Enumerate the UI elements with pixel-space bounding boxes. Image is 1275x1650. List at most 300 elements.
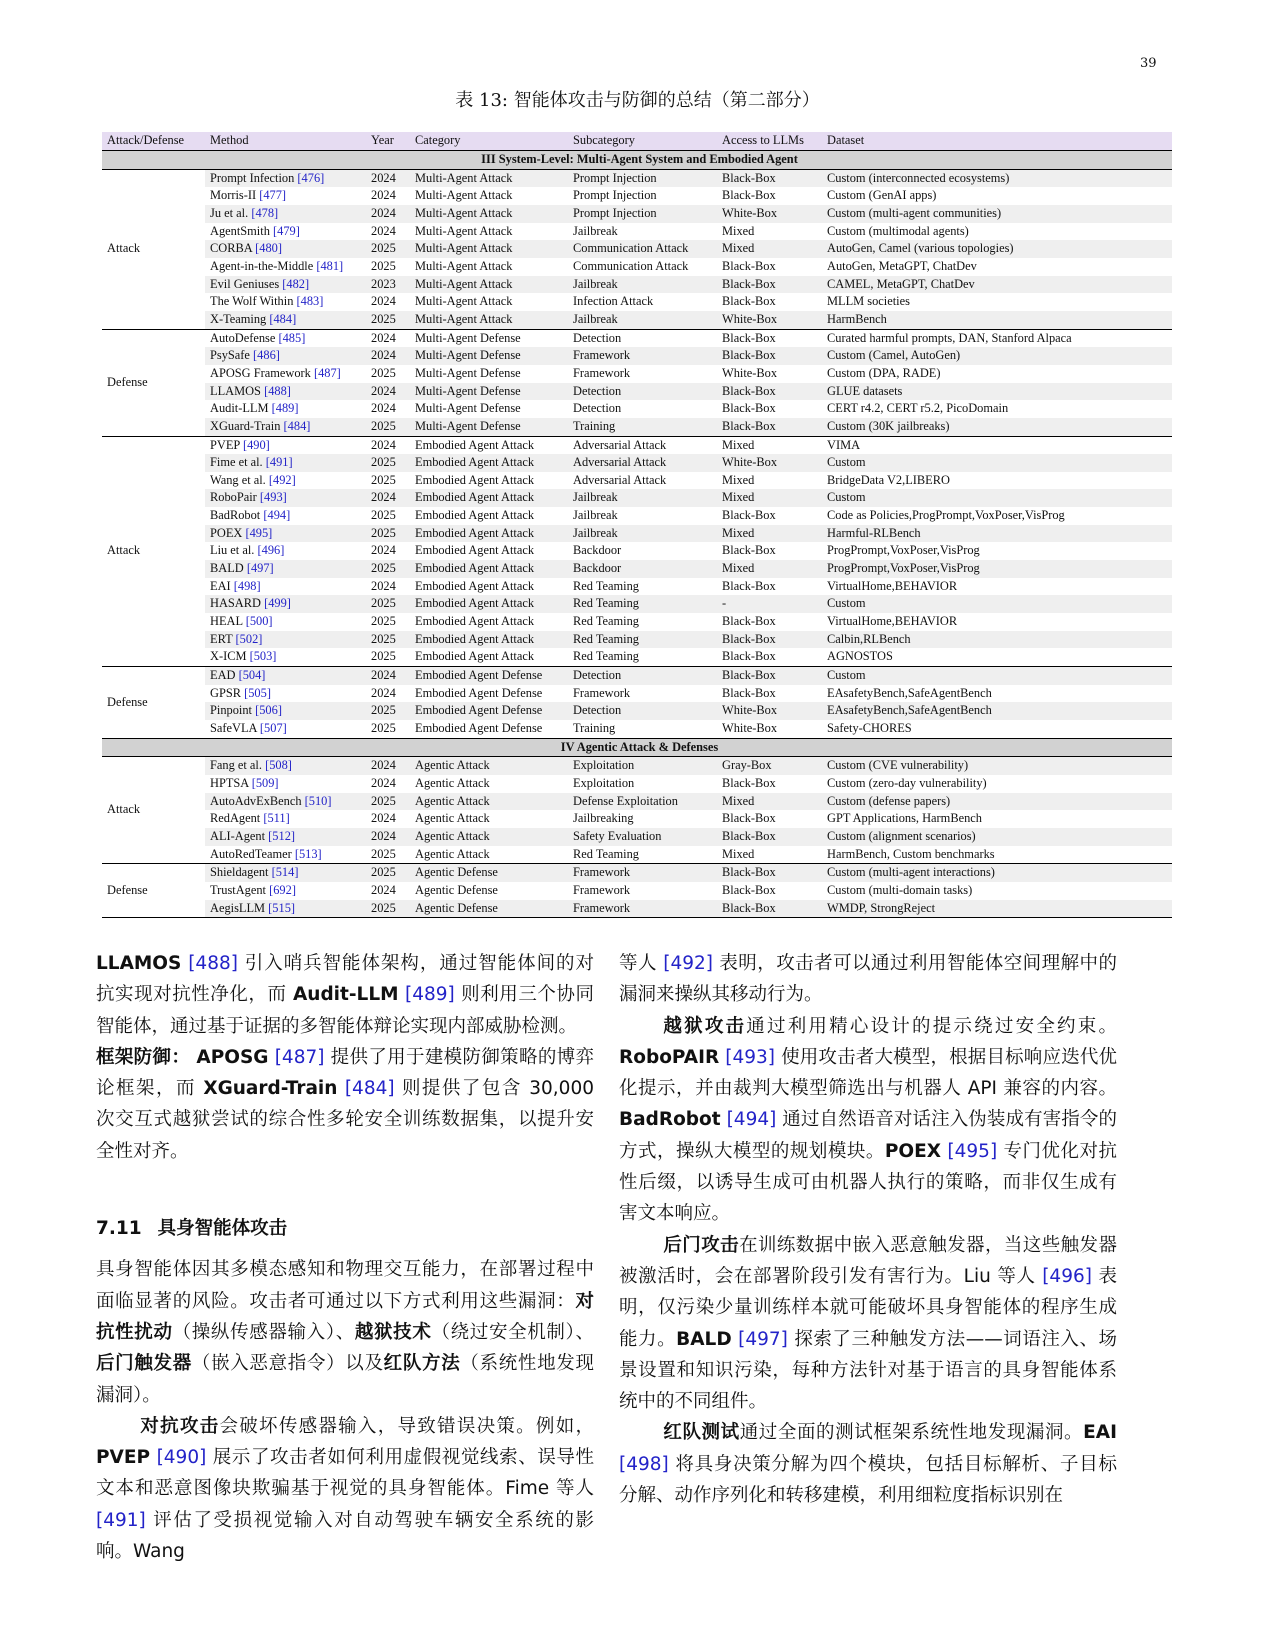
subcategory-cell: Prompt Injection	[568, 169, 717, 187]
citation-link[interactable]: [484]	[283, 418, 311, 433]
year-cell: 2025	[366, 525, 410, 543]
table-row	[102, 613, 1172, 631]
table-row	[102, 489, 1172, 507]
access-cell: Black-Box	[717, 329, 822, 347]
header-subcategory: Subcategory	[568, 132, 717, 151]
bold-term: PVEP	[96, 1447, 151, 1469]
category-cell: Embodied Agent Defense	[410, 667, 568, 685]
subcategory-cell: Jailbreak	[568, 525, 717, 543]
dataset-cell: Custom (multi-domain tasks)	[827, 882, 973, 897]
method-cell	[205, 472, 366, 490]
subcategory-cell: Adversarial Attack	[568, 436, 717, 454]
bold-term: POEX	[884, 1140, 942, 1162]
year-cell: 2025	[371, 508, 396, 523]
year-cell: 2025	[366, 900, 410, 918]
citation-link[interactable]: [486]	[253, 348, 280, 363]
year-cell: 2024	[371, 294, 396, 309]
bold-term: 越狱攻击	[663, 1015, 747, 1037]
access-cell: Mixed	[717, 793, 822, 811]
subcategory-cell: Jailbreak	[568, 276, 717, 294]
method-name: AegisLLM	[210, 900, 266, 915]
method-cell	[205, 311, 366, 329]
category-cell: Embodied Agent Attack	[410, 525, 568, 543]
citation-link[interactable]: [493]	[259, 490, 287, 505]
dataset-cell: GPT Applications, HarmBench	[827, 811, 982, 826]
citation-link[interactable]: [490]	[156, 1447, 207, 1469]
citation-link[interactable]: [489]	[404, 984, 455, 1006]
citation-link[interactable]: [510]	[304, 793, 332, 808]
table-row	[102, 276, 1172, 294]
subcategory-cell: Jailbreak	[568, 311, 717, 329]
bold-term: 框架防御：	[96, 1046, 191, 1068]
method-name: The Wolf Within	[210, 294, 294, 309]
bold-term: APOSG	[196, 1046, 269, 1068]
paragraph-llamos	[96, 948, 594, 1042]
citation-link[interactable]: [496]	[257, 543, 285, 558]
group-label: Attack	[102, 169, 205, 329]
header-year: Year	[366, 132, 410, 151]
table-row	[102, 846, 1172, 864]
dataset-cell: Code as Policies,ProgPrompt,VoxPoser,VisProg	[827, 508, 1065, 523]
citation-link[interactable]: [500]	[245, 614, 273, 629]
year-cell: 2025	[366, 631, 410, 649]
table-row	[102, 258, 1172, 276]
group-label: Defense	[102, 864, 205, 918]
method-cell	[205, 900, 366, 918]
category-cell: Multi-Agent Defense	[415, 401, 521, 416]
method-name: ALI-Agent	[210, 828, 266, 843]
subcategory-cell: Exploitation	[568, 757, 717, 775]
subcategory-cell: Defense Exploitation	[568, 793, 717, 811]
citation-link[interactable]: [493]	[725, 1046, 776, 1068]
table-row	[102, 329, 1172, 347]
text-run	[337, 1078, 344, 1099]
category-cell: Embodied Agent Defense	[415, 721, 543, 735]
citation-link[interactable]: [484]	[269, 311, 297, 326]
section-title: 具身智能体攻击	[157, 1218, 288, 1240]
page-number: 39	[1140, 56, 1157, 71]
year-cell: 2024	[371, 578, 396, 593]
citation-link[interactable]: [498]	[619, 1453, 669, 1475]
subcategory-cell: Framework	[573, 365, 631, 380]
citation-link[interactable]: [494]	[263, 508, 291, 523]
group-label: Defense	[102, 329, 205, 436]
subcategory-cell: Red Teaming	[568, 595, 717, 613]
access-cell: Black-Box	[722, 882, 776, 897]
text-run: 会破坏传感器输入，导致错误决策。例如，	[219, 1415, 594, 1437]
group-label: Attack	[102, 757, 205, 864]
bold-term: 红队测试	[663, 1422, 740, 1444]
category-cell: Multi-Agent Attack	[410, 311, 568, 329]
year-cell: 2024	[366, 489, 410, 507]
method-cell	[205, 418, 366, 436]
citation-link[interactable]: [481]	[316, 258, 344, 273]
subcategory-cell: Prompt Injection	[568, 205, 717, 223]
method-name: X-ICM	[210, 649, 247, 664]
method-cell	[205, 489, 366, 507]
citation-link[interactable]: [476]	[297, 170, 325, 185]
paragraph-embodied-intro	[96, 1254, 594, 1410]
citation-link[interactable]: [492]	[663, 953, 714, 974]
dataset-cell: Custom (alignment scenarios)	[822, 828, 1172, 846]
access-cell: White-Box	[722, 365, 778, 380]
method-cell	[205, 667, 366, 685]
table-row	[102, 400, 1172, 418]
citation-link[interactable]: [496]	[1042, 1265, 1092, 1287]
text-run: 提供了用于建模防御策略的博弈论框架，而	[96, 1046, 594, 1100]
access-cell: Black-Box	[722, 508, 776, 523]
citation-link[interactable]: [488]	[264, 383, 291, 398]
citation-link[interactable]: [495]	[245, 525, 273, 540]
category-cell: Agentic Attack	[415, 846, 490, 861]
citation-link[interactable]: [482]	[282, 276, 310, 291]
dataset-cell: Custom (Camel, AutoGen)	[822, 347, 1172, 365]
method-name: AgentSmith	[210, 223, 270, 238]
method-name: PVEP	[210, 437, 240, 452]
dataset-cell: Custom (defense papers)	[822, 793, 1172, 811]
method-cell	[205, 400, 366, 418]
method-name: X-Teaming	[210, 311, 267, 326]
citation-link[interactable]: [479]	[273, 223, 300, 238]
category-cell: Embodied Agent Attack	[415, 578, 535, 593]
category-cell: Agentic Defense	[410, 900, 568, 918]
citation-link[interactable]: [487]	[274, 1046, 325, 1068]
citation-link[interactable]: [492]	[268, 472, 296, 487]
year-cell: 2024	[366, 205, 410, 223]
section-heading	[96, 1213, 594, 1244]
bold-term: 红队方法	[383, 1353, 461, 1375]
table-row	[102, 882, 1172, 900]
header-method: Method	[205, 132, 366, 151]
dataset-cell: Custom (GenAI apps)	[827, 188, 937, 203]
access-cell: Gray-Box	[717, 757, 822, 775]
access-cell: Mixed	[717, 525, 822, 543]
access-cell: Black-Box	[717, 383, 822, 401]
method-name: Fime et al.	[210, 455, 263, 470]
citation-link[interactable]: [514]	[271, 865, 299, 880]
table-row	[102, 828, 1172, 846]
year-cell: 2024	[371, 811, 396, 826]
category-cell: Embodied Agent Defense	[410, 702, 568, 720]
right-column	[619, 948, 1117, 1511]
dataset-cell: ProgPrompt,VoxPoser,VisProg	[822, 560, 1172, 578]
method-name: Evil Geniuses	[210, 276, 280, 291]
table-row	[102, 293, 1172, 311]
citation-link[interactable]: [494]	[726, 1109, 777, 1131]
header-access: Access to LLMs	[717, 132, 822, 151]
subcategory-cell: Jailbreaking	[573, 811, 634, 826]
subcategory-cell: Framework	[568, 900, 717, 918]
citation-link[interactable]: [480]	[255, 241, 282, 256]
header-category: Category	[410, 132, 568, 151]
subcategory-cell: Communication Attack	[573, 258, 689, 273]
method-name: Liu et al.	[210, 543, 255, 558]
table-row	[102, 648, 1172, 666]
citation-link[interactable]: [490]	[242, 437, 270, 452]
section-number: 7.11	[96, 1218, 142, 1240]
category-cell: Embodied Agent Attack	[410, 454, 568, 472]
subcategory-cell: Jailbreak	[573, 223, 618, 238]
subcategory-cell: Detection	[568, 702, 717, 720]
method-cell	[205, 205, 366, 223]
year-cell: 2025	[366, 454, 410, 472]
category-cell: Agentic Defense	[410, 864, 568, 882]
table-row	[102, 365, 1172, 383]
citation-link[interactable]: [491]	[265, 455, 293, 470]
bold-term: 对抗攻击	[140, 1415, 220, 1437]
group-label: Attack	[102, 436, 205, 667]
text-run: 专门优化对抗性后缀，以诱导生成可由机器人执行的策略，而非仅生成有害文本响应。	[619, 1140, 1117, 1225]
text-run: （绕过安全机制）、	[431, 1321, 594, 1343]
access-cell: Black-Box	[717, 418, 822, 436]
text-run: （操纵传感器输入）、	[172, 1321, 355, 1343]
access-cell: Black-Box	[717, 347, 822, 365]
table-row	[102, 793, 1172, 811]
method-name: HEAL	[210, 614, 243, 629]
table-row	[102, 775, 1172, 793]
method-name: LLAMOS	[210, 383, 261, 398]
table-row	[102, 900, 1172, 918]
year-cell: 2023	[366, 276, 410, 294]
year-cell: 2025	[371, 721, 396, 735]
method-name: CORBA	[210, 241, 253, 256]
header-attack-defense: Attack/Defense	[102, 132, 205, 151]
text-run: 在训练数据中嵌入恶意触发器，当这些触发器被激活时，会在部署阶段引发有害行为。Liu 等人	[619, 1234, 1117, 1287]
category-cell: Multi-Agent Attack	[415, 294, 513, 309]
method-cell	[205, 258, 366, 276]
method-name: PsySafe	[210, 348, 250, 363]
dataset-cell: ProgPrompt,VoxPoser,VisProg	[827, 543, 980, 558]
dataset-cell: HarmBench, Custom benchmarks	[827, 846, 995, 861]
dataset-cell: Custom (interconnected ecosystems)	[822, 169, 1172, 187]
citation-link[interactable]: [692]	[269, 882, 296, 897]
text-run: 等人	[619, 953, 664, 974]
category-cell: Multi-Agent Attack	[415, 258, 513, 273]
table-row	[102, 383, 1172, 401]
method-cell	[205, 864, 366, 882]
table-row	[102, 542, 1172, 560]
method-name: Fang et al.	[210, 758, 262, 773]
method-name: EAD	[210, 668, 236, 683]
year-cell: 2024	[366, 329, 410, 347]
category-cell: Embodied Agent Attack	[410, 436, 568, 454]
bold-term: RoboPAIR	[619, 1046, 720, 1068]
text-run: 使用攻击者大模型，根据目标响应迭代优化提示，并由裁判大模型筛选出与机器人 API 兼容的内容。	[619, 1046, 1117, 1100]
text-run: 探索了三种触发方法——词语注入、场景设置和知识污染，每种方法针对基于语言的具身智能体系统中的不同组件。	[619, 1328, 1117, 1413]
method-cell	[205, 560, 366, 578]
access-cell: Mixed	[717, 489, 822, 507]
citation-link[interactable]: [497]	[246, 561, 274, 576]
subcategory-cell: Red Teaming	[573, 614, 640, 629]
citation-link[interactable]: [515]	[268, 900, 296, 915]
access-cell: White-Box	[722, 721, 778, 735]
table-row	[102, 720, 1172, 738]
subcategory-cell: Communication Attack	[568, 240, 717, 258]
method-cell	[205, 702, 366, 720]
subcategory-cell: Infection Attack	[573, 294, 654, 309]
table-row	[102, 702, 1172, 720]
dataset-cell: Curated harmful prompts, DAN, Stanford Alpaca	[822, 329, 1172, 347]
dataset-cell: Custom (DPA, RADE)	[827, 365, 941, 380]
citation-link[interactable]: [488]	[188, 953, 238, 974]
access-cell: Black-Box	[722, 258, 776, 273]
year-cell: 2025	[366, 702, 410, 720]
table-row	[102, 578, 1172, 596]
method-cell	[205, 882, 366, 900]
text-run: 具身智能体因其多模态感知和物理交互能力，在部署过程中面临显著的风险。攻击者可通过以下方式利用这些漏洞：	[96, 1259, 594, 1312]
access-cell: Black-Box	[717, 828, 822, 846]
table-row	[102, 436, 1172, 454]
category-cell: Multi-Agent Defense	[410, 418, 568, 436]
method-cell	[205, 187, 366, 205]
citation-link[interactable]: [485]	[278, 330, 306, 345]
dataset-cell: MLLM societies	[827, 294, 910, 309]
citation-link[interactable]: [483]	[296, 294, 324, 309]
method-cell	[205, 793, 366, 811]
year-cell: 2025	[371, 614, 396, 629]
table-caption: 表 13: 智能体攻击与防御的总结（第二部分）	[455, 90, 820, 111]
paragraph-framework-defense	[96, 1042, 594, 1167]
year-cell: 2025	[366, 311, 410, 329]
method-name: SafeVLA	[210, 721, 257, 735]
category-cell: Embodied Agent Attack	[410, 560, 568, 578]
citation-link[interactable]: [495]	[947, 1140, 998, 1162]
dataset-cell: BridgeData V2,LIBERO	[827, 472, 950, 487]
access-cell: Black-Box	[722, 775, 776, 790]
citation-link[interactable]: [512]	[268, 828, 296, 843]
subcategory-cell: Training	[573, 721, 616, 735]
method-cell	[205, 828, 366, 846]
citation-link[interactable]: [502]	[235, 631, 263, 646]
method-cell	[205, 846, 366, 864]
year-cell: 2024	[366, 828, 410, 846]
subcategory-cell: Prompt Injection	[573, 188, 657, 203]
citation-link[interactable]: [505]	[244, 685, 271, 700]
access-cell: Black-Box	[717, 667, 822, 685]
citation-link[interactable]: [484]	[344, 1078, 395, 1100]
table-header	[102, 132, 1172, 151]
method-cell	[205, 648, 366, 666]
citation-link[interactable]: [513]	[294, 846, 322, 861]
access-cell: White-Box	[717, 454, 822, 472]
year-cell: 2024	[366, 436, 410, 454]
dataset-cell: GLUE datasets	[822, 383, 1172, 401]
category-cell: Embodied Agent Attack	[415, 614, 535, 629]
citation-link[interactable]: [489]	[271, 401, 299, 416]
method-name: Morris-II	[210, 188, 257, 203]
dataset-cell: Harmful-RLBench	[822, 525, 1172, 543]
method-cell	[205, 383, 366, 401]
dataset-cell: Custom (multi-agent communities)	[822, 205, 1172, 223]
text-run: 通过全面的测试框架系统性地发现漏洞。	[739, 1422, 1084, 1444]
method-cell	[205, 223, 366, 241]
citation-link[interactable]: [497]	[738, 1328, 788, 1350]
text-run: 评估了受损视觉输入对自动驾驶车辆安全系统的影响。Wang	[96, 1509, 594, 1563]
text-run: 展示了攻击者如何利用虚假视觉线索、误导性文本和恶意图像块欺骗基于视觉的具身智能体。Fime 等人	[96, 1447, 594, 1500]
method-name: AutoAdvExBench	[210, 793, 302, 808]
method-cell	[205, 329, 366, 347]
year-cell: 2025	[371, 365, 396, 380]
method-name: HPTSA	[210, 775, 249, 790]
table-row	[102, 347, 1172, 365]
citation-link[interactable]: [478]	[251, 205, 279, 220]
access-cell: Mixed	[722, 846, 755, 861]
year-cell: 2024	[366, 383, 410, 401]
dataset-cell: VirtualHome,BEHAVIOR	[827, 578, 958, 593]
access-cell: Mixed	[722, 223, 755, 238]
table-row	[102, 864, 1172, 882]
access-cell: -	[717, 595, 822, 613]
access-cell: Black-Box	[717, 631, 822, 649]
citation-link[interactable]: [491]	[96, 1509, 146, 1531]
citation-link[interactable]: [507]	[259, 721, 287, 735]
category-cell: Embodied Agent Attack	[415, 543, 535, 558]
access-cell: White-Box	[717, 205, 822, 223]
access-cell: Mixed	[717, 560, 822, 578]
citation-link[interactable]: [487]	[313, 365, 341, 380]
method-name: Audit-LLM	[210, 401, 269, 416]
method-name: Pinpoint	[210, 703, 252, 718]
method-name: RedAgent	[210, 811, 261, 826]
method-name: XGuard-Train	[210, 418, 281, 433]
citation-link[interactable]: [504]	[238, 668, 266, 683]
summary-table-wrapper	[102, 132, 1172, 918]
category-cell: Embodied Agent Attack	[415, 649, 535, 664]
year-cell: 2025	[366, 240, 410, 258]
year-cell: 2025	[366, 560, 410, 578]
subcategory-cell: Safety Evaluation	[568, 828, 717, 846]
category-cell: Embodied Agent Attack	[415, 508, 535, 523]
paragraph-backdoor-attack	[619, 1230, 1117, 1418]
dataset-cell: HarmBench	[822, 311, 1172, 329]
year-cell: 2024	[371, 685, 396, 700]
table-row	[102, 560, 1172, 578]
table-row	[102, 240, 1172, 258]
subcategory-cell: Adversarial Attack	[568, 454, 717, 472]
subcategory-cell: Exploitation	[573, 775, 635, 790]
citation-link[interactable]: [503]	[249, 649, 277, 664]
year-cell: 2025	[371, 649, 396, 664]
citation-link[interactable]: [506]	[255, 703, 282, 718]
table-row	[102, 169, 1172, 187]
category-cell: Multi-Agent Attack	[410, 169, 568, 187]
citation-link[interactable]: [498]	[233, 578, 261, 593]
category-cell: Multi-Agent Attack	[415, 188, 513, 203]
year-cell: 2024	[371, 223, 396, 238]
table-row	[102, 418, 1172, 436]
bold-term: XGuard-Train	[203, 1078, 338, 1100]
citation-link[interactable]: [509]	[251, 775, 279, 790]
access-cell: Black-Box	[722, 685, 776, 700]
citation-link[interactable]: [508]	[265, 758, 292, 773]
method-cell	[205, 507, 366, 525]
method-cell	[205, 595, 366, 613]
category-cell: Agentic Attack	[410, 828, 568, 846]
dataset-cell: Custom (multi-agent interactions)	[822, 864, 1172, 882]
paragraph-adversarial-attack	[96, 1411, 594, 1567]
category-cell: Multi-Agent Attack	[415, 223, 513, 238]
subcategory-cell: Backdoor	[573, 543, 622, 558]
citation-link[interactable]: [499]	[264, 596, 291, 611]
method-name: Wang et al.	[210, 472, 266, 487]
year-cell: 2025	[366, 418, 410, 436]
method-name: BadRobot	[210, 508, 261, 523]
table-row	[102, 595, 1172, 613]
subcategory-cell: Red Teaming	[573, 846, 640, 861]
citation-link[interactable]: [477]	[259, 188, 287, 203]
citation-link[interactable]: [511]	[263, 811, 290, 826]
subcategory-cell: Framework	[573, 685, 631, 700]
